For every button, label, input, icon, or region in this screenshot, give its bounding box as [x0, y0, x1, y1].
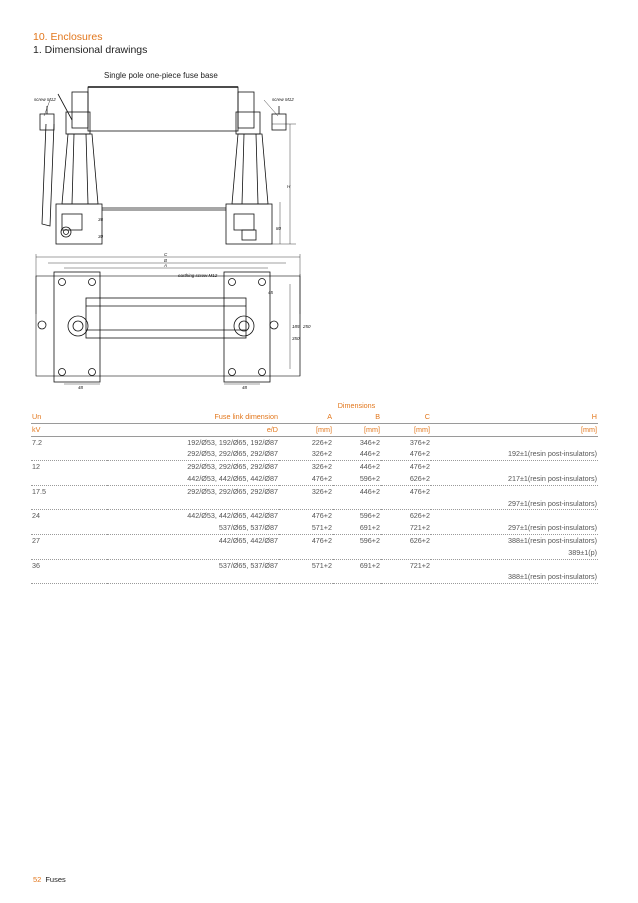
label-earthing-screw: earthing screw M12: [178, 273, 218, 278]
cell-fuse-link: 292/Ø53, 292/Ø65, 292/Ø87: [187, 486, 278, 496]
cell-value-c: [381, 547, 431, 559]
cell-value-b: 691+2: [359, 560, 380, 570]
table-row: [31, 485, 598, 497]
cell-fuse-link: 442/Ø65, 442/Ø87: [218, 535, 278, 545]
cell-value-c: 476+2: [381, 448, 431, 460]
cell-un: 36: [32, 560, 40, 570]
cell-value-a: 571+2: [311, 560, 332, 570]
cell-value-a: 326+2: [311, 462, 332, 472]
label-48-left: 48: [78, 385, 84, 389]
header-c: C: [381, 411, 431, 423]
header-b: B: [333, 411, 381, 423]
cell-value-b: [333, 498, 381, 510]
table-row: [31, 547, 598, 559]
section-title: 10. Enclosures: [33, 31, 103, 43]
cell-value-h: [431, 559, 598, 571]
cell-fuse-link: [107, 547, 279, 559]
label-350: 350: [292, 336, 300, 341]
cell-value-a: 476+2: [279, 473, 333, 485]
cell-value-b: 446+2: [359, 486, 380, 496]
footer-label: Fuses: [45, 875, 66, 884]
cell-value-h: [431, 461, 598, 473]
cell-value-h: 388±1(resin post-insulators): [507, 535, 597, 545]
label-80: 80: [276, 226, 282, 231]
cell-value-b: [333, 547, 381, 559]
table-row: [31, 448, 598, 460]
cell-value-a: [279, 571, 333, 583]
unit-c: [mm]: [381, 423, 431, 436]
label-B: B: [164, 258, 168, 263]
cell-fuse-link: 537/Ø65, 537/Ø87: [107, 522, 279, 534]
label-48-right: 48: [242, 385, 248, 389]
cell-value-b: 596+2: [359, 511, 380, 521]
cell-fuse-link: 292/Ø53, 292/Ø65, 292/Ø87: [107, 448, 279, 460]
cell-un: 27: [32, 535, 40, 545]
page-number: 52: [33, 875, 42, 884]
cell-fuse-link: [107, 498, 279, 510]
unit-b: [mm]: [333, 423, 381, 436]
cell-value-a: [279, 547, 333, 559]
cell-value-a: 476+2: [311, 535, 332, 545]
label-screw-right: screw M12: [272, 97, 294, 102]
unit-ed: e/D: [107, 423, 279, 436]
cell-value-h: 389±1(p): [431, 547, 598, 559]
label-C: C: [164, 252, 168, 257]
dimensions-table: [31, 401, 598, 584]
cell-value-c: [381, 498, 431, 510]
label-250: 250: [303, 324, 311, 329]
table-row: [31, 571, 598, 583]
cell-un: 12: [32, 462, 40, 472]
label-185: 185: [292, 324, 300, 329]
table-row: [31, 522, 598, 534]
cell-value-c: 476+2: [409, 486, 430, 496]
cell-value-c: 626+2: [409, 535, 430, 545]
table-row: [31, 461, 598, 473]
cell-value-c: [381, 571, 431, 583]
cell-value-c: 476+2: [409, 462, 430, 472]
subsection-title: 1. Dimensional drawings: [33, 44, 148, 56]
cell-value-h: 297±1(resin post-insulators): [431, 498, 598, 510]
cell-value-a: 476+2: [311, 511, 332, 521]
cell-un: [31, 473, 107, 485]
cell-value-c: 376+2: [409, 437, 430, 447]
cell-value-b: [333, 571, 381, 583]
label-A: A: [164, 263, 168, 268]
group-header-dimensions: Dimensions: [337, 401, 376, 410]
table-row: [31, 510, 598, 522]
cell-un: 17.5: [32, 486, 46, 496]
cell-value-a: [279, 498, 333, 510]
cell-value-h: 388±1(resin post-insulators): [431, 571, 598, 583]
cell-value-a: 226+2: [311, 437, 332, 447]
cell-value-b: 691+2: [333, 522, 381, 534]
unit-kv: kV: [31, 423, 107, 436]
label-30: 30: [98, 234, 104, 239]
cell-value-b: 446+2: [333, 448, 381, 460]
unit-h: [mm]: [431, 423, 598, 436]
header-h: H: [431, 411, 598, 423]
cell-value-c: 626+2: [409, 511, 430, 521]
cell-value-h: 297±1(resin post-insulators): [431, 522, 598, 534]
cell-value-h: 192±1(resin post-insulators): [431, 448, 598, 460]
fuse-base-drawing: [28, 84, 328, 389]
label-screw-left: screw M12: [34, 97, 56, 102]
cell-value-h: [431, 485, 598, 497]
cell-value-b: 346+2: [359, 437, 380, 447]
cell-value-h: [431, 436, 598, 448]
unit-a: [mm]: [279, 423, 333, 436]
page-footer: [33, 875, 66, 884]
cell-un: 7.2: [32, 437, 42, 447]
cell-value-c: 626+2: [381, 473, 431, 485]
cell-fuse-link: 537/Ø65, 537/Ø87: [218, 560, 278, 570]
table-row: [31, 498, 598, 510]
label-45: 45: [268, 290, 274, 295]
cell-un: 24: [32, 511, 40, 521]
figure-caption: Single pole one-piece fuse base: [104, 71, 218, 80]
table-row: [31, 436, 598, 448]
cell-value-a: 326+2: [279, 448, 333, 460]
cell-un: [31, 448, 107, 460]
cell-un: [31, 522, 107, 534]
cell-fuse-link: 292/Ø53, 292/Ø65, 292/Ø87: [187, 462, 278, 472]
cell-fuse-link: 442/Ø53, 442/Ø65, 442/Ø87: [187, 511, 278, 521]
cell-value-h: [431, 510, 598, 522]
cell-value-c: 721+2: [381, 522, 431, 534]
table-row: [31, 473, 598, 485]
cell-value-a: 326+2: [311, 486, 332, 496]
table-row: [31, 559, 598, 571]
cell-value-b: 596+2: [333, 473, 381, 485]
cell-fuse-link: [107, 571, 279, 583]
cell-value-c: 721+2: [409, 560, 430, 570]
cell-fuse-link: 192/Ø53, 192/Ø65, 192/Ø87: [187, 437, 278, 447]
label-36: 36: [98, 217, 104, 222]
cell-value-b: 446+2: [359, 462, 380, 472]
header-fuse-link: Fuse link dimension: [107, 411, 279, 423]
cell-value-a: 571+2: [279, 522, 333, 534]
cell-value-b: 596+2: [359, 535, 380, 545]
cell-un: [31, 547, 107, 559]
cell-un: [31, 498, 107, 510]
cell-value-h: 217±1(resin post-insulators): [431, 473, 598, 485]
cell-fuse-link: 442/Ø53, 442/Ø65, 442/Ø87: [107, 473, 279, 485]
header-un: Un: [31, 411, 107, 423]
table-row: [31, 534, 598, 546]
cell-un: [31, 571, 107, 583]
header-a: A: [279, 411, 333, 423]
label-H: H: [287, 184, 291, 189]
